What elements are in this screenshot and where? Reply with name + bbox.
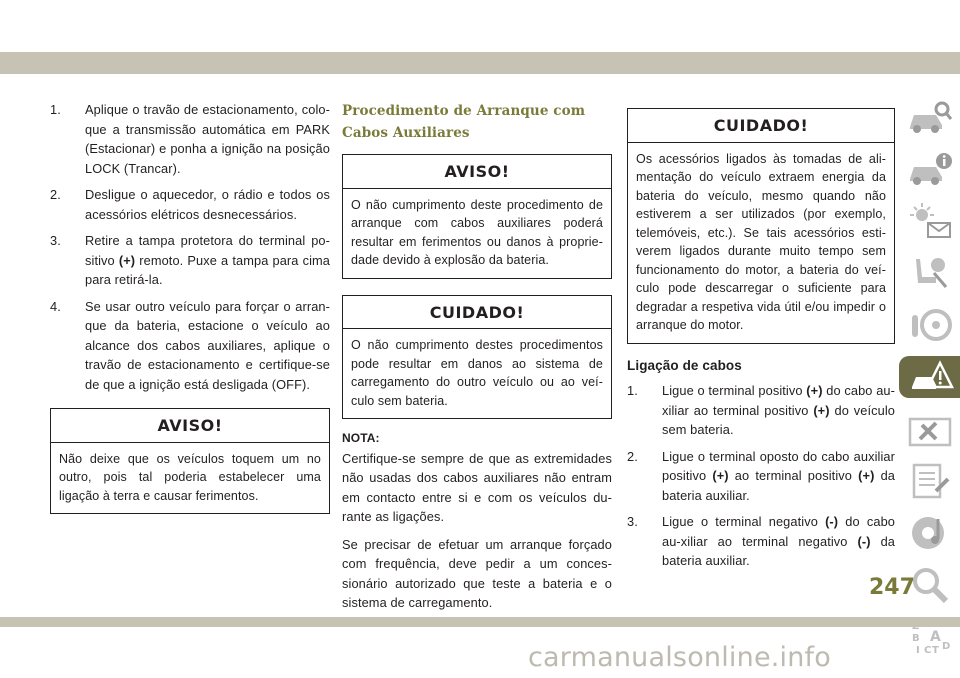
terminal-symbol: (+) — [858, 468, 875, 483]
tab-steering[interactable] — [899, 304, 960, 346]
terminal-symbol: (+) — [712, 468, 729, 483]
steering-wheel-icon — [906, 305, 954, 345]
multimedia-music-icon — [906, 513, 954, 553]
tab-multimedia[interactable] — [899, 512, 960, 554]
specifications-list-icon — [906, 461, 954, 501]
caution-title: CUIDADO! — [343, 296, 611, 330]
warning-box — [342, 154, 612, 279]
step-text: Retire a tampa protetora do terminal po-sitivo — [85, 233, 330, 268]
header-band — [0, 52, 960, 74]
step-text: Aplique o travão de estacionamento, colo-que a transmissão automática em PARK (Estacionar) e ponha a ignição na posição LOCK (Trancar). — [85, 102, 330, 176]
column-1 — [50, 100, 330, 514]
step-item: 1. Ligue o terminal positivo (+) do cabo au-xiliar ao terminal positivo (+) do veículo sem bateria. — [627, 383, 896, 437]
index-letter: D — [941, 641, 950, 652]
step-item: 2. Desligue o aquecedor, o rádio e todos os acessórios elétricos desnecessários. — [50, 187, 330, 222]
page-number: 247 — [869, 575, 915, 600]
step-item: 4. Se usar outro veículo para forçar o arran-que da bateria, estacione o veículo ao alcance dos cabos auxiliares, aplique o travão de estacionamento e certifique-se de que a ignição está desligada (OFF). — [50, 298, 330, 392]
caution-box — [342, 295, 612, 420]
caution-body: Os acessórios ligados às tomadas de ali-mentação do veículo extraem energia da bateria do veículo, mesmo quando não estiverem a ser utilizados (por exemplo, telemóveis, etc.). Se tais acessórios esti-verem ligados durante muito tempo sem funcionamento do motor, a bateria do veí-culo pode descarregar o suficiente para degradar a respetiva vida útil e/ou impedir o arranque do motor. — [636, 151, 886, 332]
warning-box — [50, 408, 330, 514]
body-paragraph: Se precisar de efetuar um arranque forçado com frequência, deve pedir a um conces-sionário autorizado que teste a bateria e o sistema de carregamento. — [342, 536, 612, 610]
index-letter: A — [929, 629, 941, 645]
warning-title: AVISO! — [343, 155, 611, 189]
column-3 — [627, 100, 895, 578]
positive-symbol: (+) — [118, 252, 136, 268]
warning-body: Não deixe que os veículos toquem um no outro, pois tal poderia estabelecer uma ligação à terra e causar ferimentos. — [59, 451, 321, 503]
emergency-hazard-icon — [906, 357, 954, 397]
step-item: 3. Retire a tampa protetora do terminal po-sitivo (+) remoto. Puxe a tampa para cima para retirá-la. — [50, 233, 331, 287]
step-text: Desligue o aquecedor, o rádio e todos os acessórios elétricos desnecessários. — [85, 187, 330, 222]
step-text: remoto. Puxe a tampa para cima para retirá-la. — [85, 252, 331, 287]
column-2 — [342, 100, 612, 621]
caution-body: O não cumprimento destes procedimentos pode resultar em danos ao sistema de carregamento do outro veículo ou ao veí-culo sem bateria. — [351, 338, 603, 408]
tab-maintenance[interactable] — [899, 408, 960, 450]
caution-title: CUIDADO! — [628, 109, 894, 143]
warning-body: O não cumprimento deste procedimento de arranque com cabos auxiliares poderá resultar em ferimentos ou danos à proprie-dade devido à explosão da bateria. — [351, 197, 603, 267]
step-text: Se usar outro veículo para forçar o arran-que da bateria, estacione o veículo ao alcance dos cabos auxiliares, aplique o travão de estacionamento e certifique-se de que a ignição está desligada (OFF). — [85, 298, 330, 392]
maintenance-tools-icon — [906, 409, 954, 449]
note-text: Certifique-se sempre de que as extremidades não usadas dos cabos auxiliares não entram em contacto entre si e com os veículos du-rante as ligações. — [342, 450, 612, 524]
car-search-icon — [906, 97, 954, 137]
tab-dashboard-lights[interactable] — [899, 200, 960, 242]
footer-band — [0, 617, 960, 627]
note-label: NOTA: — [342, 431, 380, 445]
terminal-symbol: (+) — [813, 402, 830, 418]
warning-title: AVISO! — [51, 409, 329, 443]
step-item: 1. Aplique o travão de estacionamento, colo-que a transmissão automática em PARK (Estacionar) e ponha a ignição na posição LOCK (Trancar). — [50, 102, 330, 176]
terminal-symbol: (+) — [806, 383, 823, 398]
caution-box — [627, 108, 895, 344]
subsection-heading: Ligação de cabos — [627, 357, 742, 373]
step-item: 2. Ligue o terminal oposto do cabo auxiliar positivo (+) ao terminal positivo (+) da bateria auxiliar. — [627, 448, 896, 503]
tab-specifications[interactable] — [899, 460, 960, 502]
tab-seat-airbag[interactable] — [899, 252, 960, 294]
tab-car-search[interactable] — [899, 96, 960, 138]
terminal-symbol: (-) — [857, 533, 871, 549]
section-heading: Procedimento de Arranque com Cabos Auxiliares — [342, 103, 586, 141]
dashboard-lights-icon — [906, 201, 954, 241]
car-info-icon — [906, 149, 954, 189]
procedure-steps — [50, 100, 330, 394]
index-letter: C — [923, 645, 931, 656]
cable-steps — [627, 381, 895, 571]
tab-emergency[interactable] — [899, 356, 960, 398]
step-item: 3. Ligue o terminal negativo (-) do cabo au-xiliar ao terminal negativo (-) da bateria auxiliar. — [627, 514, 896, 568]
index-letter: T — [931, 645, 939, 656]
index-letter: B — [911, 633, 920, 644]
tab-car-info[interactable] — [899, 148, 960, 190]
watermark: carmanualsonline.info — [528, 642, 831, 673]
seat-airbag-icon — [906, 253, 954, 293]
index-letter: I — [915, 645, 920, 656]
terminal-symbol: (-) — [825, 514, 839, 529]
